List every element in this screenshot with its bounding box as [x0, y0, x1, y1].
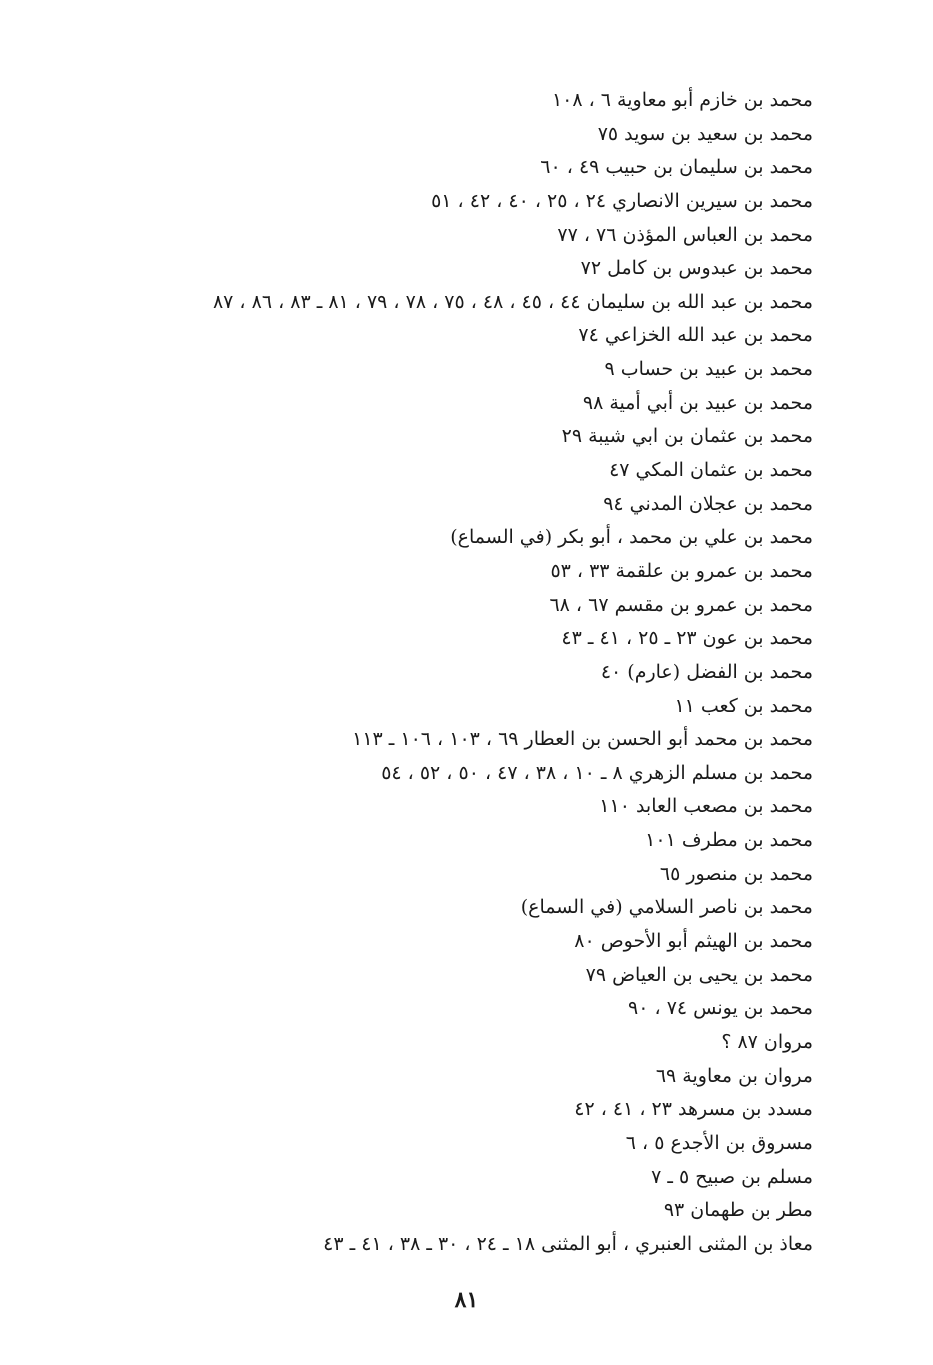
- index-entry: محمد بن سيرين الانصاري ٢٤ ، ٢٥ ، ٤٠ ، ٤٢ ، ٥١: [431, 189, 813, 212]
- index-entry: معاذ بن المثنى العنبري ، أبو المثنى ١٨ ـ ٢٤ ، ٣٠ ـ ٣٨ ، ٤١ ـ ٤٣: [323, 1232, 813, 1255]
- index-entry: محمد بن الفضل (عارم) ٤٠: [600, 660, 813, 683]
- index-entry: مطر بن طهمان ٩٣: [663, 1199, 813, 1222]
- index-entry: مروان بن معاوية ٦٩: [655, 1064, 813, 1087]
- index-entry: محمد بن عبيد بن أبي أمية ٩٨: [582, 391, 813, 414]
- index-entry: محمد بن يحيى بن العياض ٧٩: [585, 963, 813, 986]
- index-entry: محمد بن عمرو بن مقسم ٦٧ ، ٦٨: [549, 593, 813, 616]
- index-entry: محمد بن مصعب العابد ١١٠: [599, 795, 813, 818]
- index-entry: محمد بن سعيد بن سويد ٧٥: [597, 122, 813, 145]
- index-entry: مسلم بن صبيح ٥ ـ ٧: [651, 1165, 813, 1188]
- index-entry: محمد بن سليمان بن حبيب ٤٩ ، ٦٠: [540, 156, 813, 179]
- index-entry: محمد بن عثمان بن ابي شيبة ٢٩: [561, 425, 813, 448]
- index-entry: محمد بن عبيد بن حساب ٩: [604, 358, 813, 381]
- index-entry: مروان ٨٧ ؟: [721, 1030, 813, 1053]
- index-entry: محمد بن مطرف ١٠١: [645, 829, 813, 852]
- index-entry: محمد بن عون ٢٣ ـ ٢٥ ، ٤١ ـ ٤٣: [561, 627, 813, 650]
- index-entry: مسروق بن الأجدع ٥ ، ٦: [625, 1131, 813, 1154]
- index-entry: محمد بن العباس المؤذن ٧٦ ، ٧٧: [557, 223, 813, 246]
- index-entry: محمد بن مسلم الزهري ٨ ـ ١٠ ، ٣٨ ، ٤٧ ، ٥٠ ، ٥٢ ، ٥٤: [381, 761, 813, 784]
- page-number: ٨١: [454, 1287, 479, 1313]
- index-entry: محمد بن ناصر السلامي (في السماع): [520, 896, 813, 919]
- index-entry: محمد بن كعب ١١: [674, 694, 813, 717]
- index-entry: محمد بن محمد أبو الحسن بن العطار ٦٩ ، ١٠٣ ، ١٠٦ ـ ١١٣: [352, 728, 813, 751]
- index-entry: مسدد بن مسرهد ٢٣ ، ٤١ ، ٤٢: [574, 1098, 813, 1121]
- index-entry: محمد بن عمرو بن علقمة ٣٣ ، ٥٣: [550, 559, 813, 582]
- index-entry: محمد بن خازم أبو معاوية ٦ ، ١٠٨: [551, 89, 813, 111]
- index-entry: محمد بن عبد الله الخزاعي ٧٤: [578, 324, 813, 347]
- index-entry: محمد بن علي بن محمد ، أبو بكر (في السماع): [450, 526, 813, 549]
- name-index-list: [113, 84, 813, 1261]
- index-entry: محمد بن منصور ٦٥: [659, 862, 813, 885]
- index-entry: محمد بن عبدوس بن كامل ٧٢: [580, 257, 813, 280]
- index-entry: محمد بن عثمان المكي ٤٧: [609, 459, 813, 482]
- index-entry: محمد بن عبد الله بن سليمان ٤٤ ، ٤٥ ، ٤٨ ، ٧٥ ، ٧٨ ، ٧٩ ، ٨١ ـ ٨٣ ، ٨٦ ، ٨٧: [212, 290, 813, 313]
- index-entry: محمد بن الهيثم أبو الأحوص ٨٠: [574, 930, 813, 953]
- index-entry: محمد بن يونس ٧٤ ، ٩٠: [628, 997, 813, 1020]
- index-entry: محمد بن عجلان المدني ٩٤: [603, 492, 813, 515]
